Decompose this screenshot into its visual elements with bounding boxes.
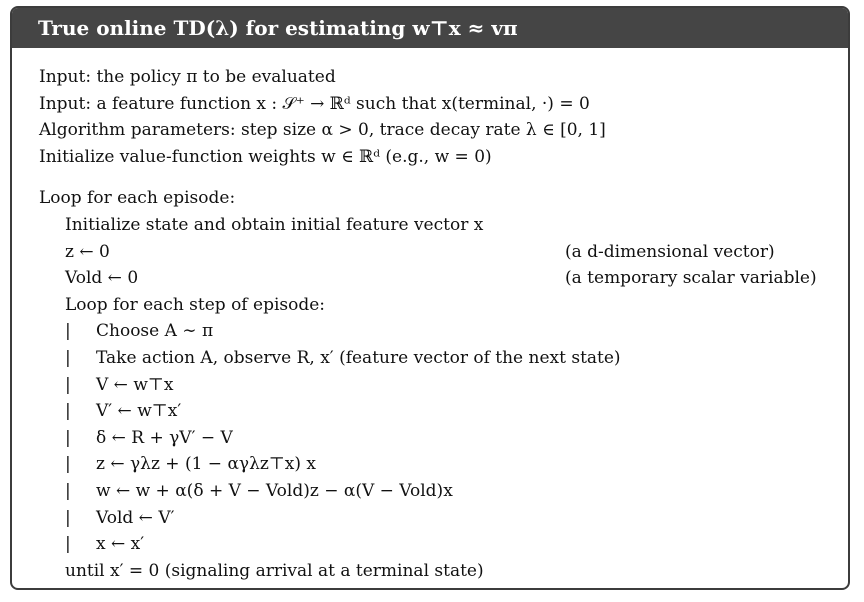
- until-line: until x′ = 0 (signaling arrival at a terminal state): [65, 560, 484, 581]
- algorithm-box: [10, 6, 850, 590]
- step-line-v: [12, 372, 848, 399]
- step-code-v: V ← w⊤x: [96, 374, 174, 395]
- init-trace-code: z ← 0: [65, 241, 110, 262]
- init-vold-line: [12, 265, 848, 292]
- init-state-line: [12, 212, 848, 239]
- step-code-vprime: V′ ← w⊤x′: [96, 401, 182, 422]
- step-line-delta: [12, 425, 848, 452]
- step-line-w: [12, 478, 848, 505]
- loop-bar: |: [65, 374, 71, 395]
- step-loop-code: Loop for each step of episode:: [65, 294, 326, 315]
- algorithm-title: True online TD(λ) for estimating w⊤x ≈ vπ: [12, 8, 848, 48]
- step-line-act: [12, 345, 848, 372]
- loop-bar: |: [65, 507, 71, 528]
- step-code-choose: Choose A ∼ π: [96, 321, 214, 342]
- input-feature-line: Input: a feature function x : 𝒮⁺ → ℝᵈ such that x(terminal, ·) = 0: [39, 93, 590, 114]
- step-line-z: [12, 451, 848, 478]
- loop-bar: |: [65, 480, 71, 501]
- init-vold-comment: (a temporary scalar variable): [565, 268, 817, 289]
- step-code-vold: Vold ← V′: [96, 507, 175, 528]
- init-vold-code: Vold ← 0: [65, 268, 139, 289]
- step-line-vprime: [12, 398, 848, 425]
- loop-bar: |: [65, 401, 71, 422]
- parameters-line: Algorithm parameters: step size α > 0, trace decay rate λ ∈ [0, 1]: [39, 120, 606, 141]
- loop-bar: |: [65, 454, 71, 475]
- init-trace-line: [12, 239, 848, 266]
- step-code-z: z ← γλz + (1 − αγλz⊤x) x: [96, 454, 317, 475]
- step-code-delta: δ ← R + γV′ − V: [96, 427, 233, 448]
- loop-bar: |: [65, 427, 71, 448]
- section-gap: [12, 170, 848, 185]
- algorithm-body: [12, 64, 848, 584]
- init-state-code: Initialize state and obtain initial feature vector x: [65, 214, 484, 235]
- episode-loop-line: Loop for each episode:: [39, 188, 236, 209]
- initialize-weights-line: Initialize value-function weights w ∈ ℝᵈ (e.g., w = 0): [39, 146, 492, 167]
- input-policy-line: Input: the policy π to be evaluated: [39, 67, 336, 87]
- loop-bar: |: [65, 321, 71, 342]
- loop-bar: |: [65, 347, 71, 368]
- loop-bar: |: [65, 534, 71, 555]
- step-line-vold: [12, 505, 848, 532]
- init-trace-comment: (a d-dimensional vector): [565, 241, 775, 262]
- step-code-w: w ← w + α(δ + V − Vold)z − α(V − Vold)x: [96, 480, 453, 501]
- step-code-act: Take action A, observe R, x′ (feature vector of the next state): [96, 347, 621, 368]
- step-line-x: [12, 531, 848, 558]
- step-loop-line: [12, 292, 848, 319]
- step-code-x: x ← x′: [96, 534, 145, 555]
- step-line-choose: [12, 318, 848, 345]
